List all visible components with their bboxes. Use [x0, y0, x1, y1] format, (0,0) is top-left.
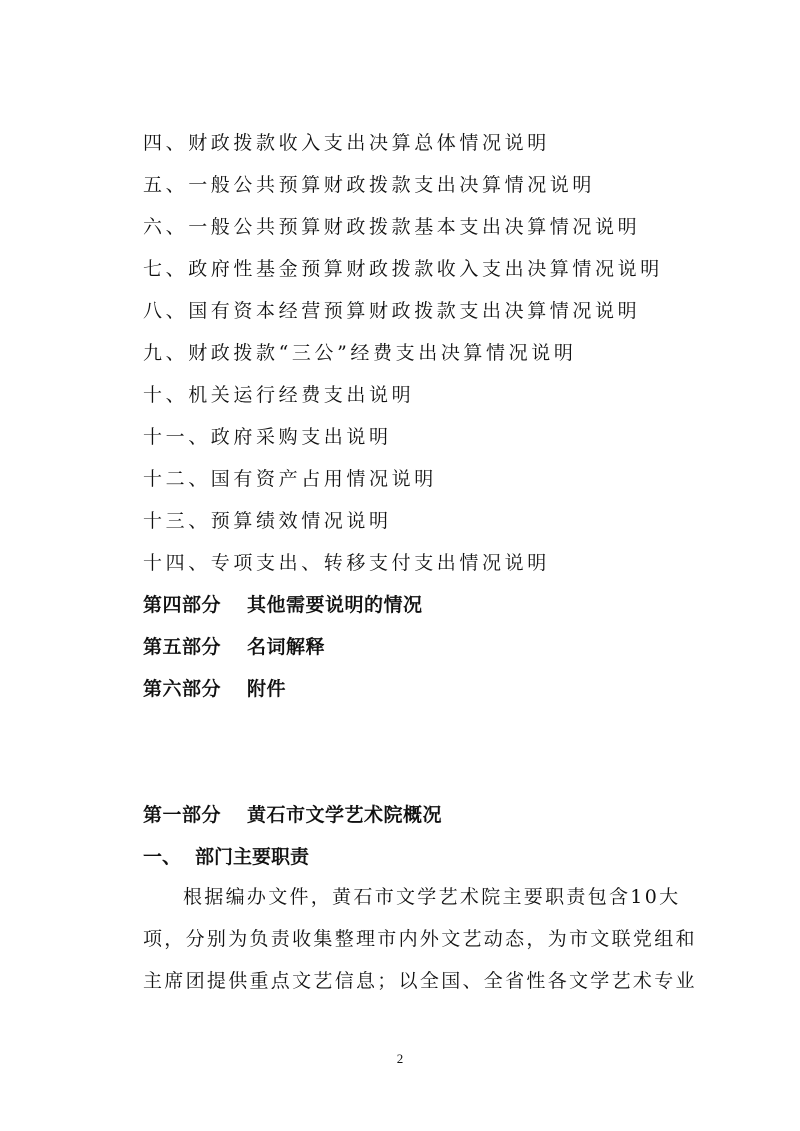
part-one-heading — [143, 803, 442, 827]
part-label: 第四部分 — [143, 594, 222, 616]
toc-item: 十四、专项支出、转移支付支出情况说明 — [143, 552, 550, 574]
part-label: 第一部分 — [143, 804, 222, 826]
toc-item: 五、一般公共预算财政拨款支出决算情况说明 — [143, 174, 596, 196]
part-title: 附件 — [247, 678, 287, 700]
toc-item: 十二、国有资产占用情况说明 — [143, 468, 437, 490]
toc-item: 十三、预算绩效情况说明 — [143, 510, 392, 532]
part-label: 第六部分 — [143, 678, 222, 700]
part-title: 黄石市文学艺术院概况 — [247, 804, 443, 826]
toc-part-heading — [143, 677, 286, 701]
toc-item: 七、政府性基金预算财政拨款收入支出决算情况说明 — [143, 258, 663, 280]
toc-item: 九、财政拨款“三公”经费支出决算情况说明 — [143, 342, 577, 364]
toc-part-heading — [143, 635, 325, 659]
part-label: 第五部分 — [143, 636, 222, 658]
section-number: 一、 — [143, 846, 182, 868]
toc-item: 六、一般公共预算财政拨款基本支出决算情况说明 — [143, 216, 641, 238]
toc-item: 十、机关运行经费支出说明 — [143, 384, 415, 406]
part-title: 名词解释 — [247, 636, 326, 658]
section-title: 部门主要职责 — [195, 846, 310, 868]
toc-item: 十一、政府采购支出说明 — [143, 426, 392, 448]
toc-item: 八、国有资本经营预算财政拨款支出决算情况说明 — [143, 300, 641, 322]
toc-item: 四、财政拨款收入支出决算总体情况说明 — [143, 132, 550, 154]
part-title: 其他需要说明的情况 — [247, 594, 423, 616]
section-heading — [143, 845, 309, 869]
toc-part-heading — [143, 593, 423, 617]
page-number: 2 — [396, 1051, 404, 1066]
body-paragraph: 根据编办文件，黄石市文学艺术院主要职责包含10大项，分别为负责收集整理市内外文艺动态，为市文联党组和主席团提供重点文艺信息；以全国、全省性各文学艺术专业 — [143, 886, 697, 992]
